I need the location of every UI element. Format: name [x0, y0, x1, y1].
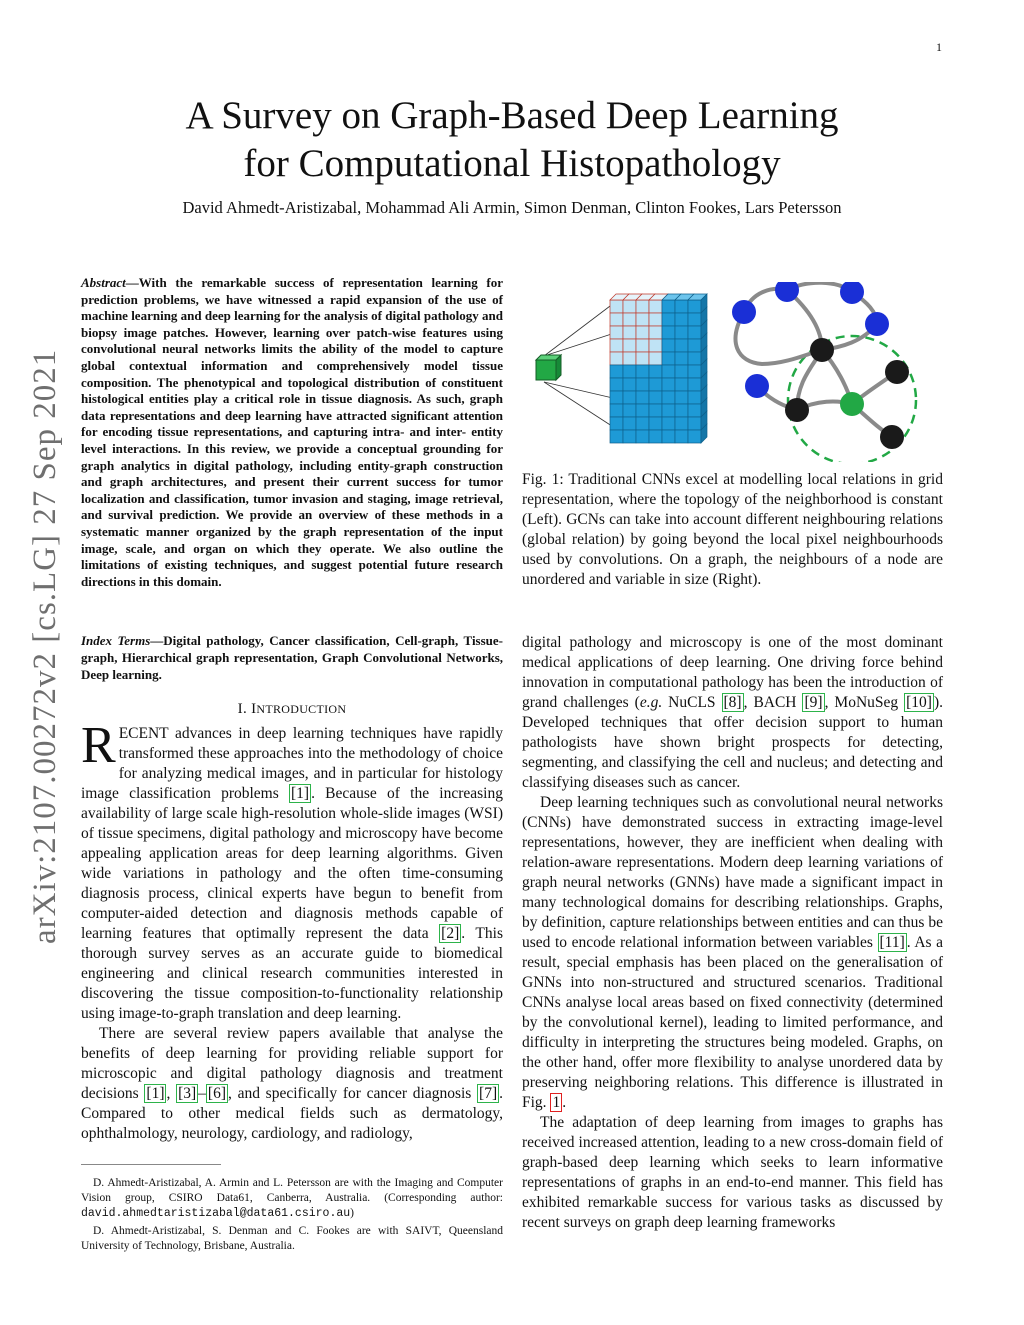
grid-cell [675, 378, 688, 391]
author-email[interactable]: david.ahmedtaristizabal@data61.csiro.au [81, 1207, 351, 1220]
footnote-2: D. Ahmedt-Aristizabal, S. Denman and C. Fookes are with SAIVT, Queensland University of Technology, Brisbane, Australia. [81, 1225, 503, 1252]
grid-cell [623, 430, 636, 443]
grid-cell [610, 339, 623, 352]
grid-cell [610, 378, 623, 391]
author-list: David Ahmedt-Aristizabal, Mohammad Ali Armin, Simon Denman, Clinton Fookes, Lars Petersson [182, 198, 842, 217]
grid-cell [688, 339, 701, 352]
index-terms-text: —Digital pathology, Cancer classification, Cell-graph, Tissue-graph, Hierarchical graph representation, Graph Convolutional Networks, Deep learning. [81, 633, 503, 682]
grid-cell [688, 378, 701, 391]
grid-cell [610, 326, 623, 339]
grid-cell [636, 417, 649, 430]
kernel-cube [536, 360, 556, 380]
grid-cell [662, 378, 675, 391]
grid-cell [623, 352, 636, 365]
grid-cell [623, 339, 636, 352]
citation-link[interactable]: [10] [906, 694, 932, 711]
feature-grid [610, 294, 707, 443]
black-node [810, 338, 834, 362]
grid-cell [636, 326, 649, 339]
grid-cell [610, 404, 623, 417]
grid-cell [662, 352, 675, 365]
citation-link[interactable]: [3] [178, 1085, 197, 1102]
footnotes [81, 1176, 503, 1257]
grid-cell [649, 378, 662, 391]
grid-cell [649, 430, 662, 443]
grid-cell [623, 300, 636, 313]
gcn-graph-illustration [732, 282, 916, 462]
projection-line [544, 300, 618, 356]
intro-paragraph-2: There are several review papers available that analyse the benefits of deep learning for providing reliable support for microscopic and digital pathology diagnosis and treatment decisions [1] , [3] – [6] , and specifically for cancer diagnosis [7] . Compared to other medical fields such as dermatology, ophthalmology, neurology, cardiology, and radiology, [81, 1025, 503, 1142]
right-paragraph-1: digital pathology and microscopy is one of the most dominant medical applications of deep learning. One driving force behind innovation in computational pathology has been the introduction of grand challenges (e.g. NuCLS [8] , BACH [9] , MoNuSeg [10] ). Developed techniques that offer decision support to human pathologists have shown bright prospects for detecting, segmenting, and classifying the cell and nucleus; and detecting and classifying diseases such as cancer. [522, 634, 943, 791]
grid-cell [649, 339, 662, 352]
grid-cell [636, 404, 649, 417]
intro-body [81, 717, 503, 1144]
paper-title [0, 92, 1024, 188]
grid-cell [649, 365, 662, 378]
grid-cell [688, 352, 701, 365]
abstract [81, 275, 503, 590]
grid-cell [662, 339, 675, 352]
grid-cell [636, 430, 649, 443]
page-number: 1 [936, 40, 942, 54]
grid-cell [610, 300, 623, 313]
grid-cell [649, 391, 662, 404]
grid-cell [636, 313, 649, 326]
grid-cell [675, 404, 688, 417]
blue-node [745, 374, 769, 398]
grid-cell [610, 365, 623, 378]
arxiv-stamp: arXiv:2107.00272v2 [cs.LG] 27 Sep 2021 [27, 348, 63, 944]
index-terms [81, 632, 503, 683]
grid-cell [649, 313, 662, 326]
grid-cell [636, 391, 649, 404]
grid-cell [662, 417, 675, 430]
citation-link[interactable]: [2] [441, 925, 460, 942]
grid-cell [610, 391, 623, 404]
grid-cell [688, 313, 701, 326]
right-paragraph-3: The adaptation of deep learning from images to graphs has received increased attention, leading to a new cross-domain field of graph-based deep learning which seeks to learn informative representations of graphs in an end-to-end manner. This field has exhibited remarkable success for various tasks as discussed by recent surveys on graph deep learning frameworks [522, 1114, 943, 1231]
black-node [785, 398, 809, 422]
grid-cell [688, 391, 701, 404]
grid-cell [636, 365, 649, 378]
grid-cell [649, 300, 662, 313]
grid-cell [623, 417, 636, 430]
grid-cell [675, 352, 688, 365]
grid-cell [675, 313, 688, 326]
grid-cell [688, 404, 701, 417]
grid-cell [623, 404, 636, 417]
grid-cell [688, 417, 701, 430]
grid-cell [636, 378, 649, 391]
projection-line [544, 382, 618, 430]
grid-cell [688, 300, 701, 313]
footnote-1: D. Ahmedt-Aristizabal, A. Armin and L. Petersson are with the Imaging and Computer Vision group, CSIRO Data61, Canberra, Australia. (Corresponding author: david.ahmedtaristizabal@data61.csiro.au) [81, 1177, 503, 1220]
black-node [880, 425, 904, 449]
abstract-label: Abstract [81, 275, 126, 290]
grid-cell [688, 365, 701, 378]
grid-cell [610, 352, 623, 365]
citation-link[interactable]: [9] [804, 694, 823, 711]
cnn-grid-illustration [536, 294, 707, 443]
grid-cell [636, 339, 649, 352]
abstract-text: —With the remarkable success of representation learning for prediction problems, we have witnessed a rapid expansion of the use of machine learning and deep learning for the analysis of digital pathology and biopsy image patches. However, learning over patch-wise features using convolutional neural networks limits the ability of the model to capture global contextual information and comprehensively model tissue composition. The phenotypical and topological distribution of constituent histological entities play a critical role in tissue diagnosis. As such, graph data representations and deep learning have attracted significant attention for encoding tissue representations, and capturing intra- and inter- entity level interactions. In this review, we provide a conceptual grounding for graph analytics in digital pathology, including entity-graph construction and graph architectures, and present their current success for tumor localization and classification, tumor invasion and staging, image retrieval, and survival prediction. We provide an overview of these methods in a systematic manner organized by the graph representation of the input image, scale, and organ on which they operate. We also outline the limitations of existing techniques, and suggest potential future research directions in this domain. [81, 275, 503, 589]
grid-cell [623, 391, 636, 404]
grid-cell [662, 391, 675, 404]
grid-cell [649, 417, 662, 430]
grid-cell [662, 300, 675, 313]
right-column-body [522, 633, 943, 1233]
figure-reference-link[interactable]: 1 [552, 1094, 561, 1111]
grid-cell [675, 391, 688, 404]
grid-cell [636, 352, 649, 365]
black-node [885, 360, 909, 384]
grid-cell [675, 300, 688, 313]
grid-cell [675, 430, 688, 443]
citation-link[interactable]: [11] [879, 934, 905, 951]
grid-cell [662, 404, 675, 417]
citation-link[interactable]: [1] [290, 785, 310, 802]
citation-link[interactable]: [8] [723, 694, 742, 711]
grid-cell [688, 326, 701, 339]
grid-cell [610, 430, 623, 443]
grid-cell [662, 313, 675, 326]
grid-cell [623, 326, 636, 339]
grid-cell [688, 430, 701, 443]
grid-cell [623, 378, 636, 391]
grid-cell [662, 365, 675, 378]
intro-paragraph-1: RECENT advances in deep learning techniques have rapidly transformed these approaches into the methodology of choice for analyzing medical images, and in particular for histology image classification problems [1] . Because of the increasing availability of large scale high-resolution whole-slide images (WSI) of tissue specimens, digital pathology and microscopy have become appealing application areas for deep learning algorithms. Given wide variations in pathology and the often time-consuming diagnosis process, clinical experts have begun to benefit from computer-aided detection and diagnosis methods capable of learning features that optimally represent the data [2] . This thorough survey serves as an accurate guide to biomedical engineering and clinical research communities interested in discovering the tissue composition-to-functionality relationship using image-to-graph translation and deep learning. [81, 717, 503, 1022]
grid-cell [649, 352, 662, 365]
grid-cell [623, 313, 636, 326]
right-paragraph-2: Deep learning techniques such as convolutional neural networks (CNNs) have demonstrated success in extracting image-level representations, however, they are inefficient when dealing with relation-aware representations. Modern deep learning variations of graph neural networks (GNNs) have made a significant impact in many technological domains for describing relationships. Graphs, by definition, capture relationships between entities and can thus be used to encode relational information between variables [11] . As a result, special emphasis has been placed on the generalisation of GNNs into non-structured and structured scenarios. Traditional CNNs analyse local areas based on fixed connectivity (determined by the convolutional kernel), leading to limited performance, and difficulty in interpreting the structures being modeled. Graphs, on the other hand, offer more flexibility to analyse unordered data by preserving neighboring relations. This difference is illustrated in Fig. 1 . [522, 794, 943, 1111]
citation-link[interactable]: [7] [479, 1085, 498, 1102]
grid-cell [636, 300, 649, 313]
kernel-cube-side [556, 355, 561, 380]
index-terms-label: Index Terms [81, 633, 151, 648]
grid-cell [675, 365, 688, 378]
title-line-1: A Survey on Graph-Based Deep Learning [185, 94, 839, 137]
figure-1-caption: Fig. 1: Traditional CNNs excel at modelling local relations in grid representation, where the topology of the neighborhood is constant (Left). GCNs can take into account different neighbouring relations (global relation) by going beyond the local pixel neighbourhoods used by convolutions. On a graph, the neighbours of a node are unordered and variable in size (Right). [522, 471, 943, 588]
grid-cell [662, 430, 675, 443]
citation-link[interactable]: [1] [146, 1085, 165, 1102]
grid-cell [675, 417, 688, 430]
grid-cell [649, 404, 662, 417]
grid-cell [649, 326, 662, 339]
figure-1 [522, 282, 943, 462]
blue-node [732, 300, 756, 324]
title-line-2: for Computational Histopathology [243, 142, 781, 185]
grid-cell [610, 313, 623, 326]
blue-node [865, 312, 889, 336]
grid-cell [662, 326, 675, 339]
citation-link[interactable]: [6] [207, 1085, 226, 1102]
section-heading: I. INTRODUCTION [237, 701, 347, 717]
grid-cell [675, 339, 688, 352]
footnote-rule [81, 1164, 221, 1165]
grid-cell [610, 417, 623, 430]
grid-cell [623, 365, 636, 378]
drop-cap: R [81, 717, 116, 774]
green-center-node [840, 392, 864, 416]
grid-cell [675, 326, 688, 339]
